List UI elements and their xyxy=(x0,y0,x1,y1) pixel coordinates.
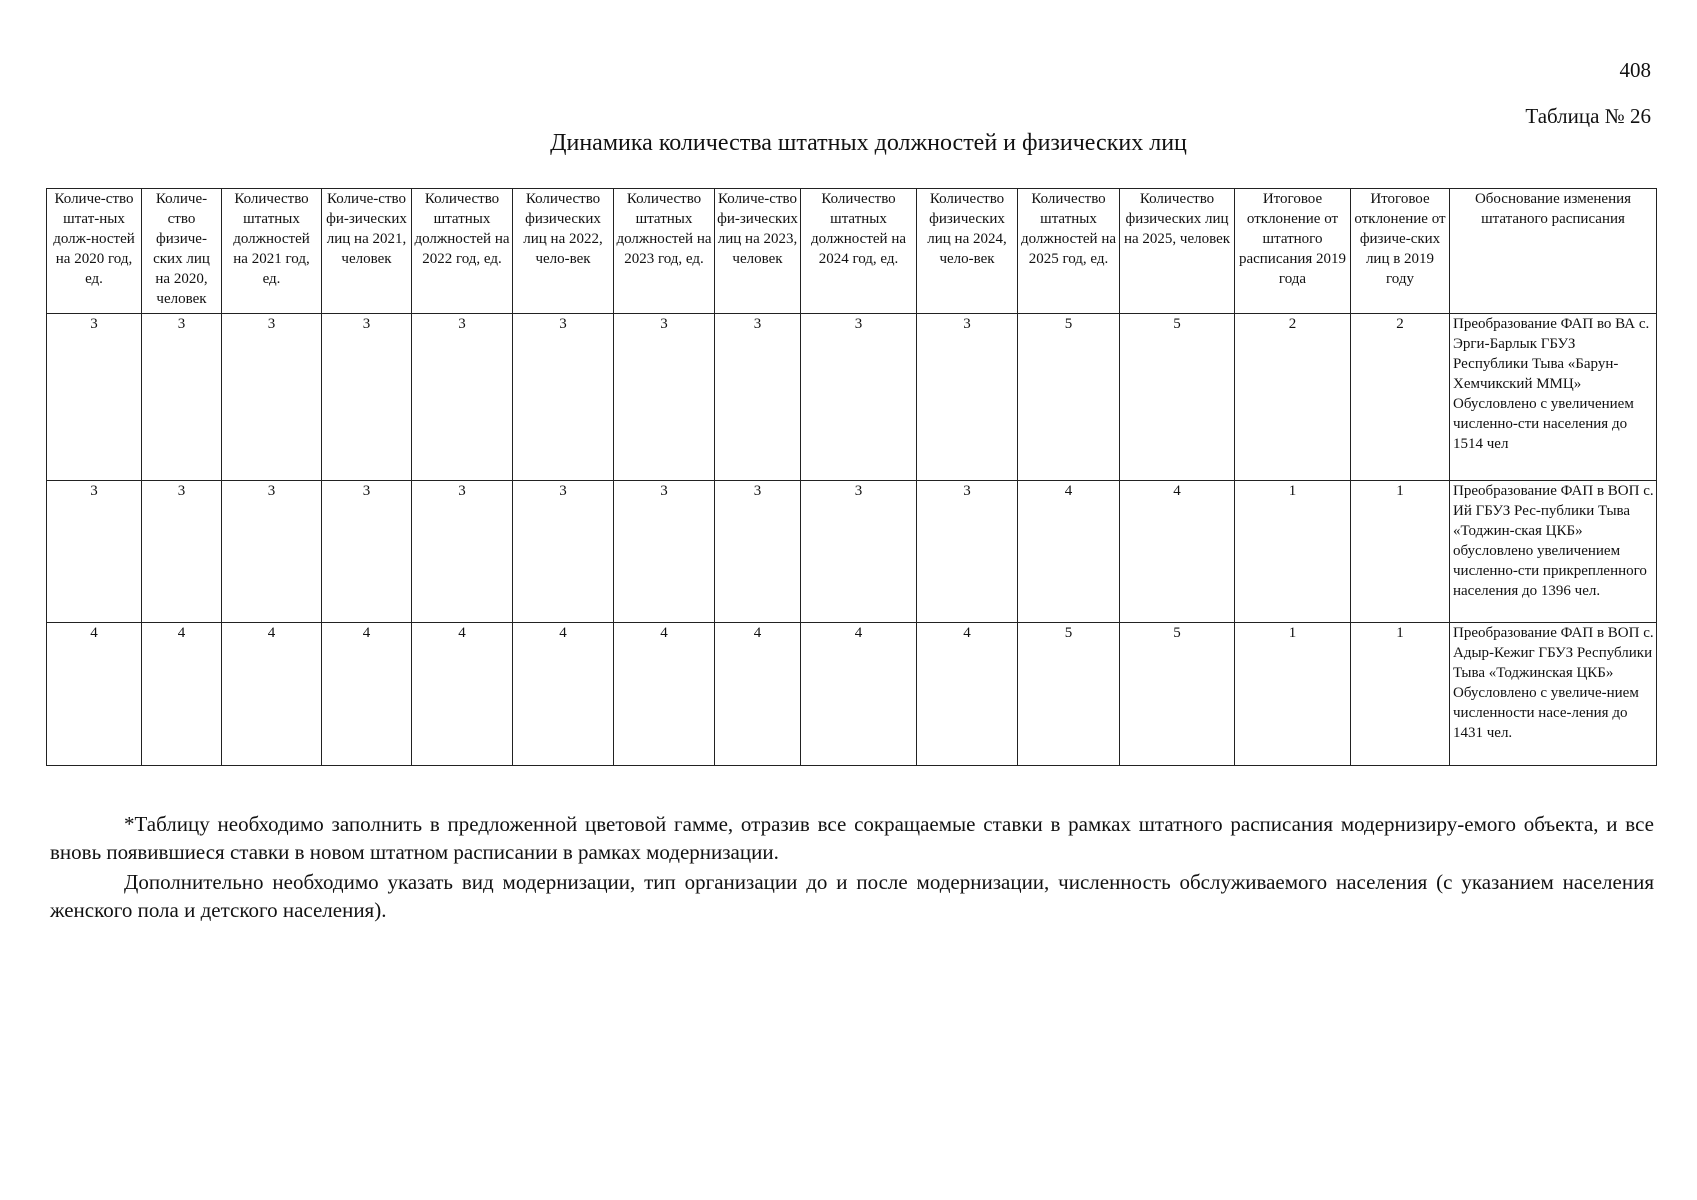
header-cell: Количе-ство фи-зических лиц на 2023, человек xyxy=(715,189,801,314)
header-cell: Количество физических лиц на 2022, чело-век xyxy=(513,189,614,314)
table-cell: 3 xyxy=(322,481,412,623)
table-cell: 3 xyxy=(322,314,412,481)
table-cell: 3 xyxy=(614,314,715,481)
header-cell: Количество штатных должностей на 2025 год, ед. xyxy=(1018,189,1120,314)
table-cell: 1 xyxy=(1235,481,1351,623)
table-cell: 3 xyxy=(412,314,513,481)
table-cell: 5 xyxy=(1018,314,1120,481)
table-cell: 3 xyxy=(801,481,917,623)
table-cell: 3 xyxy=(47,481,142,623)
table-cell: 2 xyxy=(1351,314,1450,481)
justification-cell: Преобразование ФАП в ВОП с. Адыр-Кежиг ГБУЗ Республики Тыва «Тоджинская ЦКБ» Обусловлено с увеличе-нием численности насе-ления до 1431 чел. xyxy=(1450,623,1657,766)
table-cell: 3 xyxy=(513,314,614,481)
table-cell: 1 xyxy=(1351,481,1450,623)
table-cell: 3 xyxy=(715,314,801,481)
header-cell: Количество физических лиц на 2024, чело-век xyxy=(917,189,1018,314)
table-row xyxy=(47,314,1657,481)
table-cell: 5 xyxy=(1120,314,1235,481)
header-cell: Количе-ство штат-ных долж-ностей на 2020 год, ед. xyxy=(47,189,142,314)
table-cell: 2 xyxy=(1235,314,1351,481)
table-cell: 3 xyxy=(513,481,614,623)
table-cell: 4 xyxy=(142,623,222,766)
header-cell: Итоговое отклонение от штатного расписания 2019 года xyxy=(1235,189,1351,314)
table-cell: 3 xyxy=(715,481,801,623)
table-row xyxy=(47,481,1657,623)
table-cell: 4 xyxy=(222,623,322,766)
document-title: Динамика количества штатных должностей и физических лиц xyxy=(550,130,1187,156)
header-cell: Количество штатных должностей на 2024 год, ед. xyxy=(801,189,917,314)
table-cell: 4 xyxy=(917,623,1018,766)
table-cell: 4 xyxy=(1120,481,1235,623)
justification-cell: Преобразование ФАП во ВА с. Эрги-Барлык ГБУЗ Республики Тыва «Барун-Хемчикский ММЦ» Обусловлено с увеличением численно-сти населения до 1514 чел xyxy=(1450,314,1657,481)
header-cell: Итоговое отклонение от физиче-ских лиц в 2019 году xyxy=(1351,189,1450,314)
table-cell: 3 xyxy=(917,481,1018,623)
table-cell: 4 xyxy=(322,623,412,766)
header-cell: Количе-ство физиче-ских лиц на 2020, человек xyxy=(142,189,222,314)
table-cell: 3 xyxy=(412,481,513,623)
header-cell: Количе-ство фи-зических лиц на 2021, человек xyxy=(322,189,412,314)
staff-dynamics-table xyxy=(46,188,1657,766)
table-cell: 3 xyxy=(222,314,322,481)
footnote-paragraph: *Таблицу необходимо заполнить в предложенной цветовой гамме, отразив все сокращаемые ставки в рамках штатного расписания модернизиру-емого объекта, и все вновь появившиеся ставки в новом штатном расписании в рамках модернизации. xyxy=(50,812,1654,864)
table-cell: 4 xyxy=(1018,481,1120,623)
header-cell: Обоснование изменения штатаного расписания xyxy=(1450,189,1657,314)
table-cell: 4 xyxy=(715,623,801,766)
page-number: 408 xyxy=(1619,58,1651,82)
table-cell: 4 xyxy=(513,623,614,766)
table-cell: 3 xyxy=(614,481,715,623)
header-cell: Количество штатных должностей на 2023 год, ед. xyxy=(614,189,715,314)
table-header-row xyxy=(47,189,1657,314)
table-cell: 3 xyxy=(142,314,222,481)
table-row xyxy=(47,623,1657,766)
table-cell: 4 xyxy=(801,623,917,766)
table-cell: 1 xyxy=(1235,623,1351,766)
table-cell: 4 xyxy=(614,623,715,766)
staff-table-container xyxy=(46,188,1656,766)
footnote-paragraph: Дополнительно необходимо указать вид модернизации, тип организации до и после модернизации, численность обслуживаемого населения (с указанием населения женского пола и детского населения). xyxy=(50,870,1654,922)
table-cell: 5 xyxy=(1120,623,1235,766)
header-cell: Количество штатных должностей на 2022 год, ед. xyxy=(412,189,513,314)
table-cell: 1 xyxy=(1351,623,1450,766)
table-cell: 5 xyxy=(1018,623,1120,766)
table-cell: 4 xyxy=(47,623,142,766)
header-cell: Количество штатных должностей на 2021 год, ед. xyxy=(222,189,322,314)
table-cell: 3 xyxy=(142,481,222,623)
footnotes xyxy=(50,810,1654,926)
header-cell: Количество физических лиц на 2025, человек xyxy=(1120,189,1235,314)
table-cell: 3 xyxy=(917,314,1018,481)
justification-cell: Преобразование ФАП в ВОП с. Ий ГБУЗ Рес-публики Тыва «Тоджин-ская ЦКБ» обусловлено увеличением численно-сти прикрепленного населения до 1396 чел. xyxy=(1450,481,1657,623)
table-cell: 3 xyxy=(222,481,322,623)
table-label: Таблица № 26 xyxy=(1525,104,1651,128)
table-cell: 3 xyxy=(801,314,917,481)
table-cell: 4 xyxy=(412,623,513,766)
table-cell: 3 xyxy=(47,314,142,481)
